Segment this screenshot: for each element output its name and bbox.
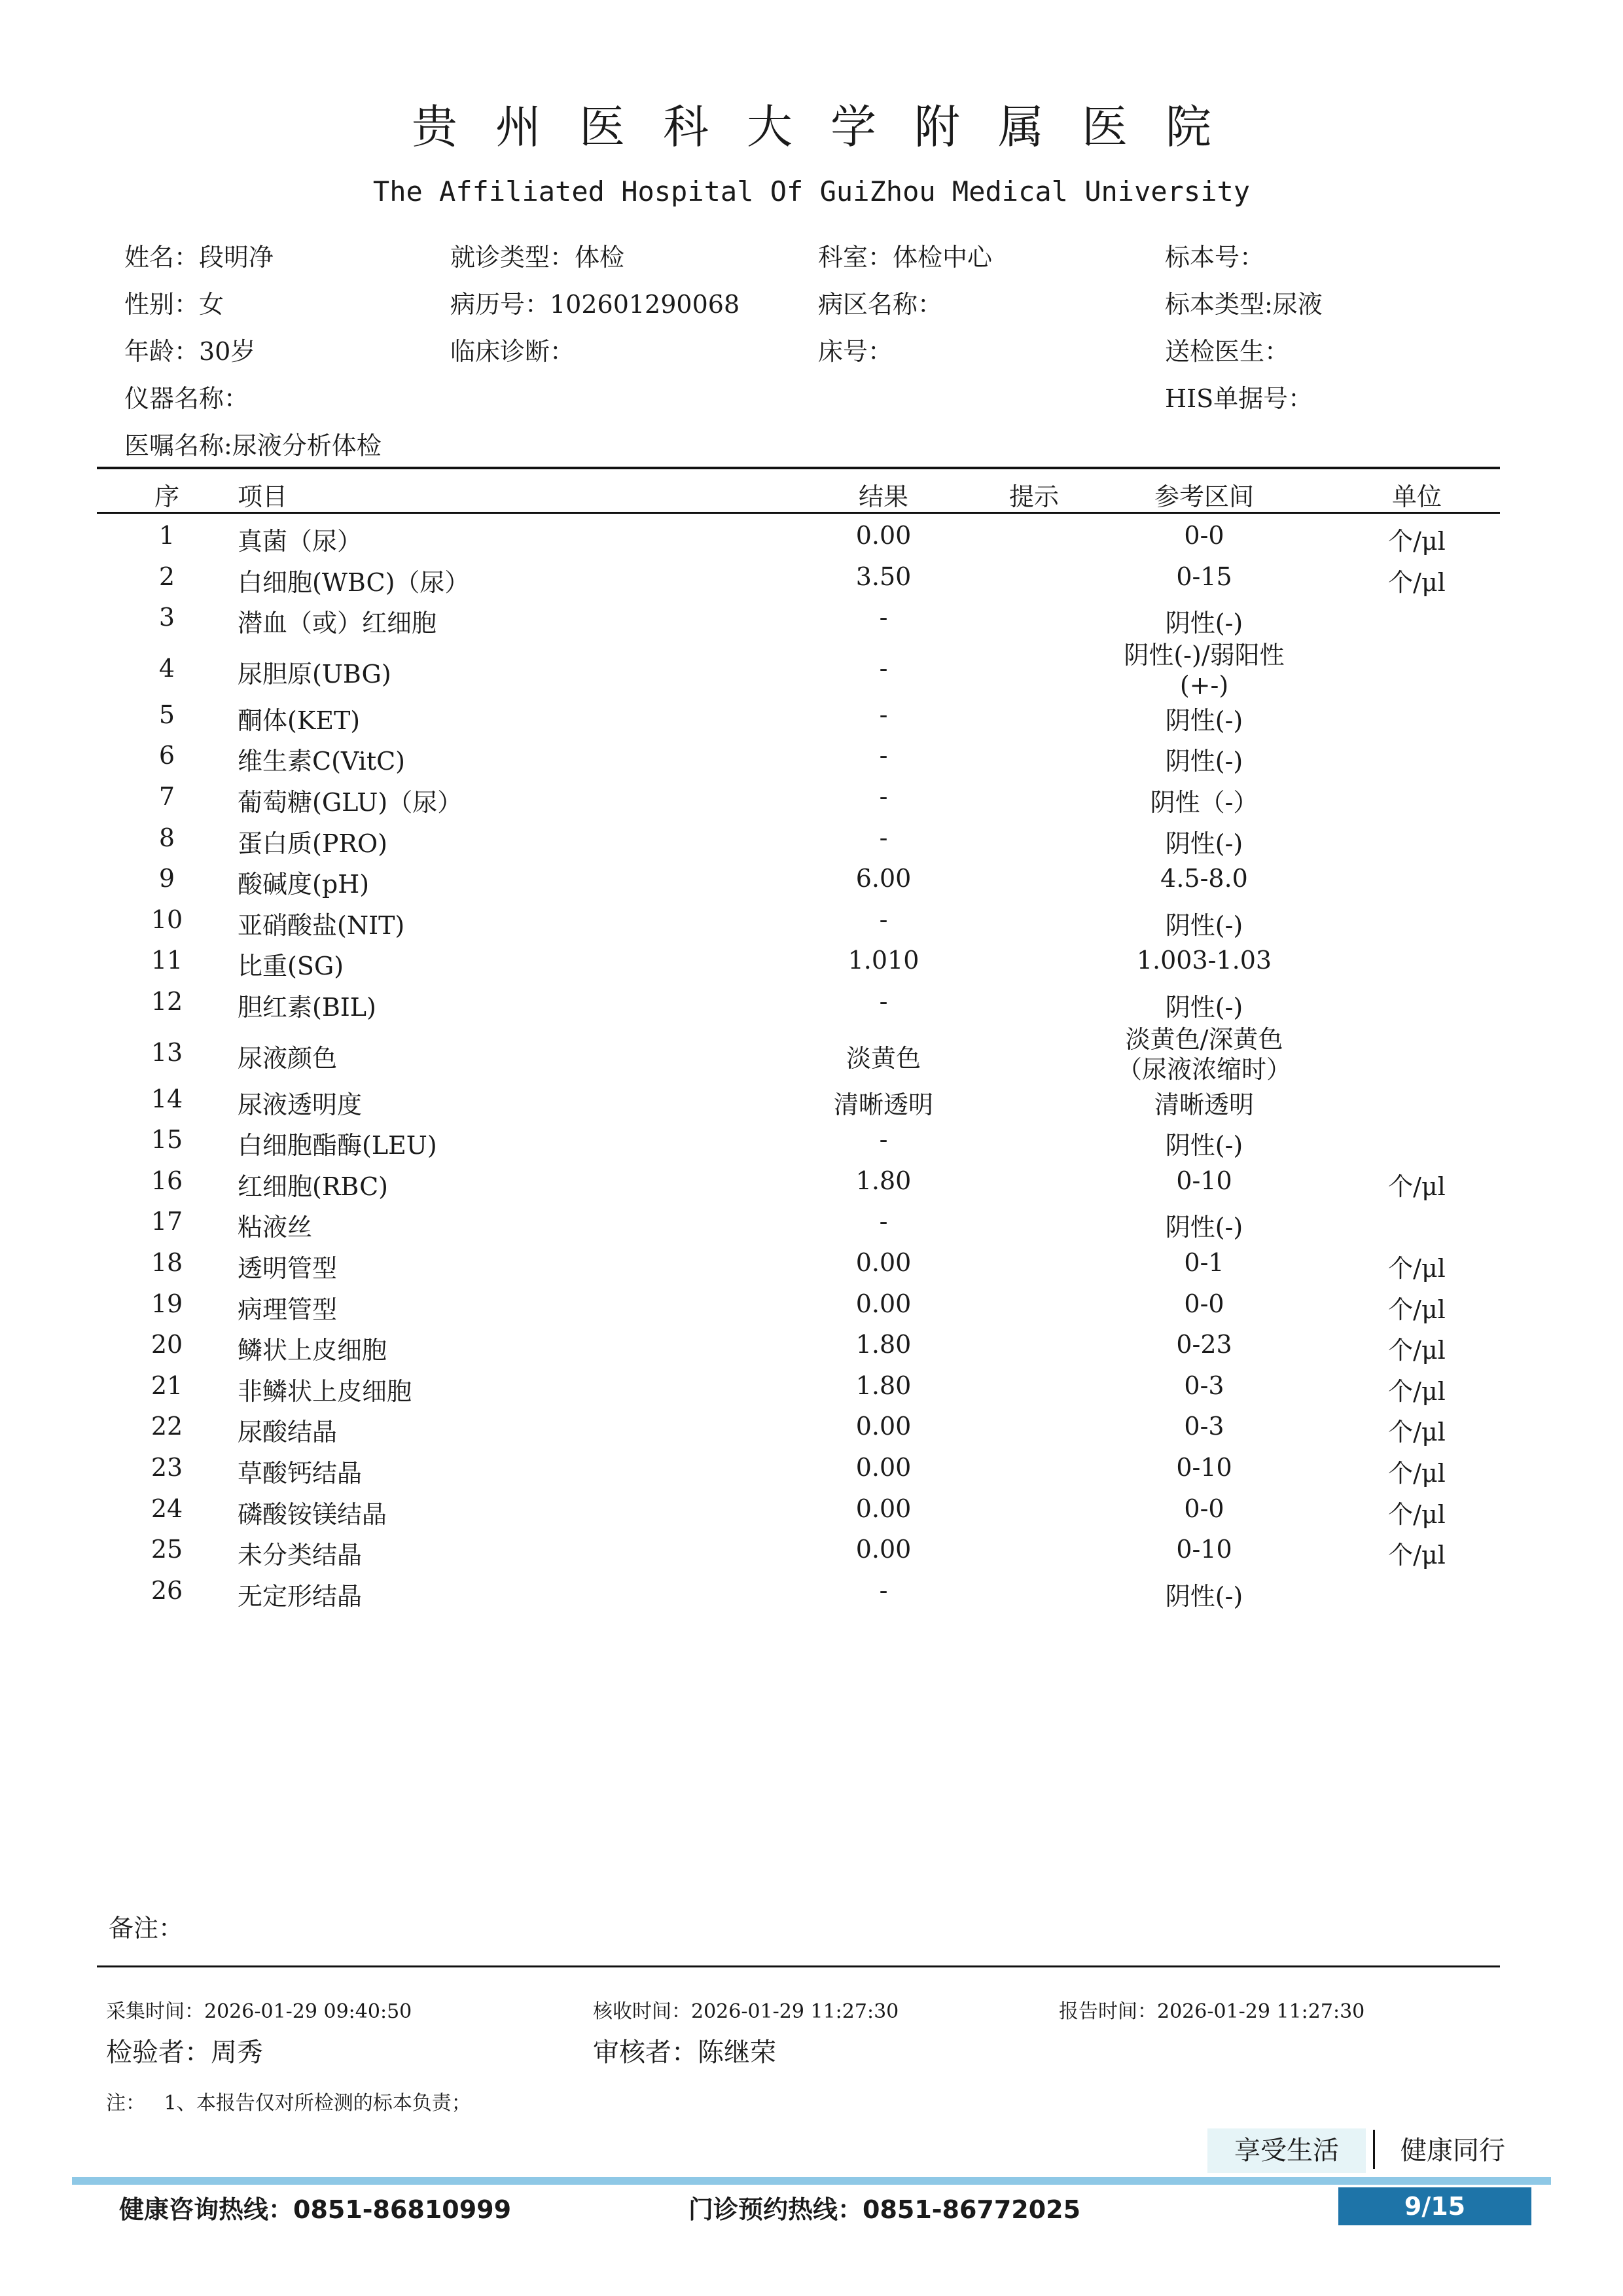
row-result: - xyxy=(879,1575,888,1605)
row-unit: 个/μl xyxy=(1388,1336,1446,1365)
footer-accent-bar xyxy=(72,2177,1551,2185)
row-reference: 阴性(-) xyxy=(1165,747,1243,776)
row-item: 无定形结晶 xyxy=(238,1581,363,1611)
row-result: - xyxy=(879,1125,888,1155)
row-no: 2 xyxy=(158,562,175,591)
row-item: 真菌（尿） xyxy=(238,527,363,556)
row-reference: 0-15 xyxy=(1176,562,1232,591)
table-row xyxy=(0,1164,1623,1205)
row-item: 潜血（或）红细胞 xyxy=(238,609,437,638)
row-result: 淡黄色 xyxy=(846,1043,921,1073)
row-item: 白细胞(WBC)（尿） xyxy=(238,567,470,597)
row-item: 尿胆原(UBG) xyxy=(238,659,391,689)
table-row xyxy=(0,1409,1623,1450)
row-no: 26 xyxy=(151,1575,183,1605)
row-no: 18 xyxy=(151,1248,183,1277)
order-name: 医嘱名称:尿液分析体检 xyxy=(124,431,382,460)
hospital-title-cn: 贵州医科大学附属医院 xyxy=(412,100,1249,154)
row-item: 蛋白质(PRO) xyxy=(238,829,387,858)
row-result: 清晰透明 xyxy=(833,1090,933,1119)
row-reference: 阴性(-) xyxy=(1165,910,1243,940)
row-reference: 阴性(-) xyxy=(1165,706,1243,735)
row-unit: 个/μl xyxy=(1388,1499,1446,1529)
row-no: 9 xyxy=(158,864,175,893)
row-item: 胆红素(BIL) xyxy=(238,993,376,1022)
row-no: 21 xyxy=(151,1371,183,1400)
row-no: 4 xyxy=(158,653,175,683)
row-result: - xyxy=(879,653,888,683)
row-item: 尿液透明度 xyxy=(238,1090,363,1119)
patient-name: 姓名：段明净 xyxy=(124,243,274,272)
row-item: 磷酸铵镁结晶 xyxy=(238,1499,387,1529)
patient-age: 年龄：30岁 xyxy=(124,337,256,366)
specimen-type: 标本类型:尿液 xyxy=(1165,290,1323,319)
row-result: 0.00 xyxy=(855,1248,912,1277)
row-result: - xyxy=(879,987,888,1016)
bed-no: 床号： xyxy=(818,337,893,366)
row-result: 3.50 xyxy=(855,562,912,591)
row-result: - xyxy=(879,700,888,729)
visit-type: 就诊类型：体检 xyxy=(450,243,625,272)
row-reference: 阴性(-) xyxy=(1165,993,1243,1022)
instrument-name: 仪器名称： xyxy=(124,384,249,413)
row-no: 11 xyxy=(151,946,183,975)
table-row xyxy=(0,738,1623,780)
row-item: 粘液丝 xyxy=(238,1213,313,1242)
row-no: 16 xyxy=(151,1166,183,1195)
table-row xyxy=(0,1492,1623,1533)
row-no: 10 xyxy=(151,905,183,934)
health-hotline: 健康咨询热线：0851-86810999 xyxy=(119,2195,512,2224)
row-no: 12 xyxy=(151,987,183,1016)
ward-name: 病区名称： xyxy=(818,290,943,319)
collect-time: 采集时间：2026-01-29 09:40:50 xyxy=(106,2000,412,2023)
table-row xyxy=(0,1287,1623,1328)
row-reference: 0-0 xyxy=(1184,521,1224,550)
table-row xyxy=(0,1246,1623,1287)
column-header-no: 序 xyxy=(154,482,179,511)
row-no: 17 xyxy=(151,1207,183,1236)
specimen-no: 标本号： xyxy=(1165,243,1265,272)
row-unit: 个/μl xyxy=(1388,1418,1446,1447)
footer-rule xyxy=(97,1965,1500,1967)
row-unit: 个/μl xyxy=(1388,1254,1446,1283)
row-result: 1.80 xyxy=(855,1330,912,1359)
row-no: 14 xyxy=(151,1084,183,1113)
inspector: 检验者：周秀 xyxy=(106,2037,263,2068)
row-item: 非鳞状上皮细胞 xyxy=(238,1376,412,1406)
appointment-hotline: 门诊预约热线：0851-86772025 xyxy=(688,2195,1081,2224)
row-no: 3 xyxy=(158,603,175,632)
row-unit: 个/μl xyxy=(1388,527,1446,556)
row-unit: 个/μl xyxy=(1388,567,1446,597)
column-header-unit: 单位 xyxy=(1391,482,1442,511)
remark-label: 备注： xyxy=(109,1914,184,1943)
slogan-left: 享受生活 xyxy=(1207,2128,1366,2173)
row-no: 8 xyxy=(158,823,175,852)
table-row xyxy=(0,518,1623,560)
table-row xyxy=(0,1082,1623,1123)
table-row xyxy=(0,641,1623,698)
referring-doctor: 送检医生： xyxy=(1165,337,1290,366)
row-unit: 个/μl xyxy=(1388,1459,1446,1488)
report-time: 报告时间：2026-01-29 11:27:30 xyxy=(1059,2000,1365,2023)
row-result: 0.00 xyxy=(855,1289,912,1318)
row-no: 23 xyxy=(151,1453,183,1482)
column-header-item: 项目 xyxy=(238,482,288,511)
row-reference: 清晰透明 xyxy=(1154,1090,1254,1119)
table-row xyxy=(0,943,1623,984)
row-item: 尿酸结晶 xyxy=(238,1418,338,1447)
row-result: 6.00 xyxy=(855,864,912,893)
row-reference: 0-10 xyxy=(1176,1453,1232,1482)
row-result: - xyxy=(879,905,888,934)
table-row xyxy=(0,1573,1623,1615)
his-no: HIS单据号： xyxy=(1165,384,1313,413)
row-item: 葡萄糖(GLU)（尿） xyxy=(238,788,463,817)
table-row xyxy=(0,1532,1623,1573)
row-result: - xyxy=(879,782,888,811)
row-reference: 阴性（-） xyxy=(1150,788,1258,817)
row-result: 0.00 xyxy=(855,1453,912,1482)
table-row xyxy=(0,560,1623,601)
row-result: 0.00 xyxy=(855,1412,912,1441)
row-item: 病理管型 xyxy=(238,1295,338,1324)
table-row xyxy=(0,1369,1623,1410)
row-reference: 阴性(-) xyxy=(1165,1581,1243,1611)
row-no: 20 xyxy=(151,1330,183,1359)
row-reference: 0-23 xyxy=(1176,1330,1232,1359)
row-item: 透明管型 xyxy=(238,1254,338,1283)
row-reference: 4.5-8.0 xyxy=(1160,864,1248,893)
department: 科室：体检中心 xyxy=(818,243,993,272)
row-no: 1 xyxy=(158,521,175,550)
row-result: 1.010 xyxy=(847,946,919,975)
table-row xyxy=(0,861,1623,903)
row-no: 15 xyxy=(151,1125,183,1155)
row-result: - xyxy=(879,1207,888,1236)
slogan-right: 健康同行 xyxy=(1400,2136,1505,2166)
row-result: - xyxy=(879,603,888,632)
table-row xyxy=(0,903,1623,944)
row-item: 亚硝酸盐(NIT) xyxy=(238,910,405,940)
hospital-title-en: The Affiliated Hospital Of GuiZhou Medical University xyxy=(372,175,1251,207)
row-reference: 0-1 xyxy=(1184,1248,1224,1277)
row-item: 草酸钙结晶 xyxy=(238,1459,363,1488)
table-row xyxy=(0,1327,1623,1369)
row-reference: 阴性(-) xyxy=(1165,1213,1243,1242)
row-reference: 阴性(-) xyxy=(1165,829,1243,858)
table-row xyxy=(0,780,1623,821)
row-result: - xyxy=(879,823,888,852)
row-no: 7 xyxy=(158,782,175,811)
column-header-reference: 参考区间 xyxy=(1154,482,1254,511)
row-unit: 个/μl xyxy=(1388,1376,1446,1406)
row-no: 19 xyxy=(151,1289,183,1318)
report-note: 注： 1、本报告仅对所检测的标本负责； xyxy=(106,2092,471,2115)
row-reference-line1: 阴性(-)/弱阳性 xyxy=(1124,640,1285,670)
row-reference: 0-3 xyxy=(1184,1412,1224,1441)
page-number: 9/15 xyxy=(1338,2187,1531,2225)
row-reference-line2: （尿液浓缩时） xyxy=(1116,1054,1291,1084)
row-item: 未分类结晶 xyxy=(238,1541,363,1570)
row-item: 尿液颜色 xyxy=(238,1043,338,1073)
column-header-hint: 提示 xyxy=(1008,482,1059,511)
row-reference xyxy=(1073,1024,1335,1085)
row-item: 维生素C(VitC) xyxy=(238,747,405,776)
row-item: 鳞状上皮细胞 xyxy=(238,1336,387,1365)
row-reference: 阴性(-) xyxy=(1165,609,1243,638)
row-reference: 0-0 xyxy=(1184,1494,1224,1523)
receive-time: 核收时间：2026-01-29 11:27:30 xyxy=(593,2000,899,2023)
row-item: 比重(SG) xyxy=(238,952,344,981)
row-reference-line1: 淡黄色/深黄色 xyxy=(1125,1024,1283,1054)
table-row xyxy=(0,821,1623,862)
row-no: 13 xyxy=(151,1037,183,1067)
table-row xyxy=(0,698,1623,739)
row-unit: 个/μl xyxy=(1388,1295,1446,1324)
row-reference: 0-10 xyxy=(1176,1535,1232,1564)
row-result: 1.80 xyxy=(855,1166,912,1195)
row-reference: 1.003-1.03 xyxy=(1136,946,1272,975)
table-row xyxy=(0,1122,1623,1164)
row-item: 酸碱度(pH) xyxy=(238,870,370,899)
row-no: 25 xyxy=(151,1535,183,1564)
row-result: - xyxy=(879,741,888,770)
row-reference: 0-0 xyxy=(1184,1289,1224,1318)
table-row xyxy=(0,1204,1623,1246)
clinical-diagnosis: 临床诊断： xyxy=(450,337,575,366)
row-result: 1.80 xyxy=(855,1371,912,1400)
reviewer: 审核者：陈继荣 xyxy=(593,2037,776,2068)
row-item: 红细胞(RBC) xyxy=(238,1172,388,1201)
row-reference xyxy=(1073,640,1335,700)
column-header-result: 结果 xyxy=(858,482,908,511)
row-unit: 个/μl xyxy=(1388,1541,1446,1570)
row-reference-line2: (+-) xyxy=(1179,670,1229,700)
table-row xyxy=(0,1450,1623,1492)
table-row xyxy=(0,984,1623,1026)
row-result: 0.00 xyxy=(855,1494,912,1523)
row-no: 24 xyxy=(151,1494,183,1523)
row-reference: 0-10 xyxy=(1176,1166,1232,1195)
row-item: 酮体(KET) xyxy=(238,706,361,735)
patient-gender: 性别：女 xyxy=(124,290,224,319)
table-row xyxy=(0,600,1623,641)
slogan-divider xyxy=(1373,2130,1375,2169)
row-no: 5 xyxy=(158,700,175,729)
row-item: 白细胞酯酶(LEU) xyxy=(238,1131,437,1160)
row-result: 0.00 xyxy=(855,1535,912,1564)
row-no: 22 xyxy=(151,1412,183,1441)
record-no: 病历号：102601290068 xyxy=(450,290,740,319)
row-result: 0.00 xyxy=(855,521,912,550)
row-reference: 0-3 xyxy=(1184,1371,1224,1400)
table-row xyxy=(0,1026,1623,1082)
row-unit: 个/μl xyxy=(1388,1172,1446,1201)
row-reference: 阴性(-) xyxy=(1165,1131,1243,1160)
row-no: 6 xyxy=(158,741,175,770)
